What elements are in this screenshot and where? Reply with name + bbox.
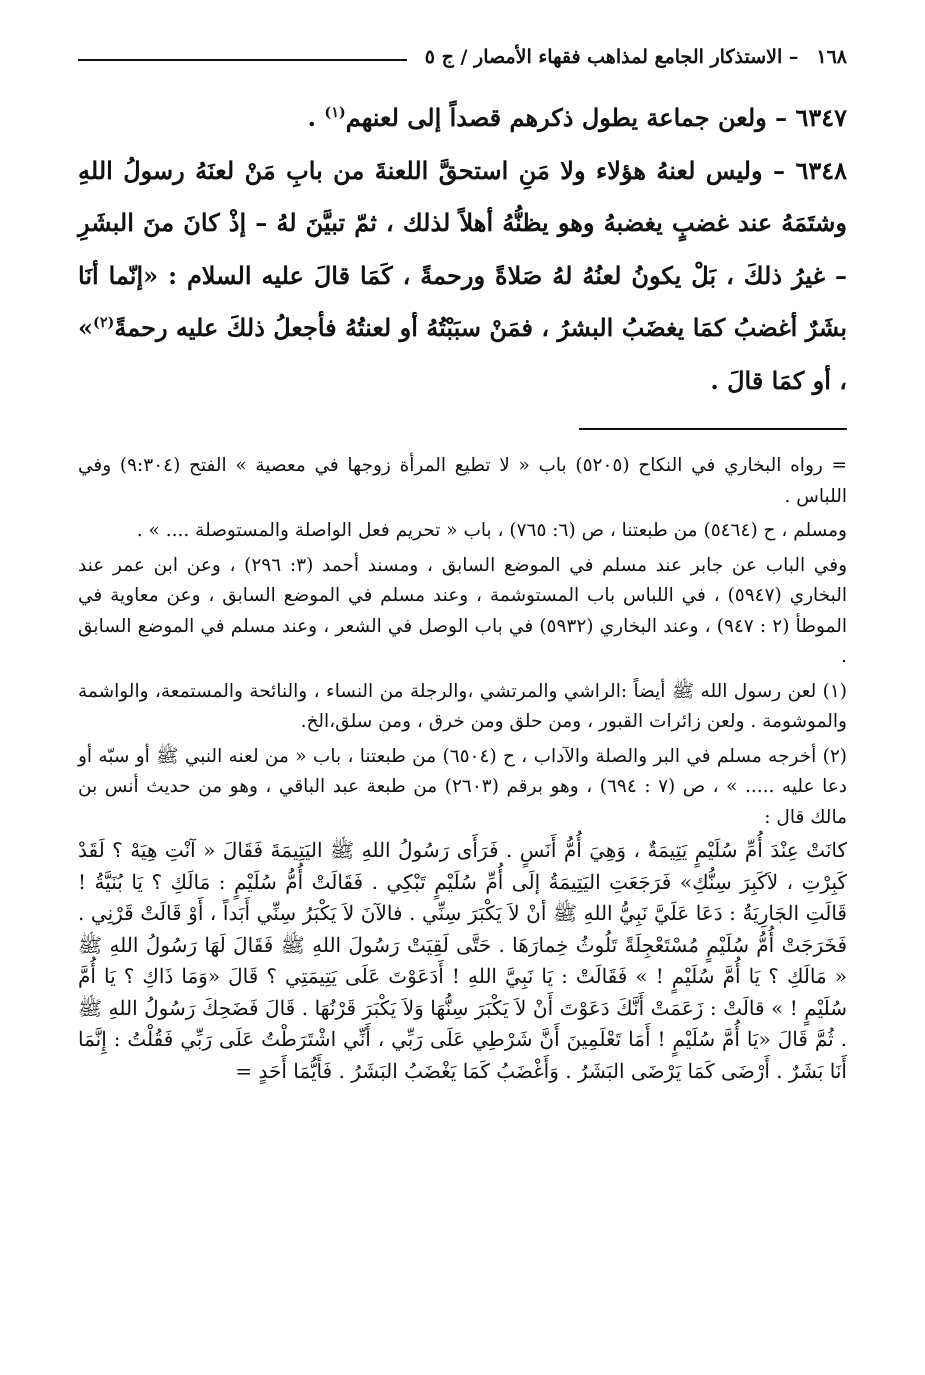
main-text [78,92,847,407]
footnote-separator [579,428,847,430]
footnote-1: (١) لعن رسول الله ﷺ أيضاً :الراشي والمرتشي ،والرجلة من النساء ، والنائحة والمستمعة، والواشمة والموشومة . ولعن زائرات القبور ، ومن حلق ومن خرق ، ومن سلق،الخ. [78,680,847,732]
paragraph-tail: » ، أو كمَا قالَ . [78,313,847,395]
page-number: ١٦٨ [816,46,847,68]
footnote-continuation: وفي الباب عن جابر عند مسلم في الموضع السابق ، ومسند أحمد (٣: ٢٩٦) ، وعن ابن عمر عند البخاري (٥٩٤٧) ، في اللباس باب المستوشمة ، وعند مسلم في الموضع السابق ، وعن معاوية في الموطأ (٢ : ٩٤٧) ، وعند البخاري (٥٩٣٢) في باب الوصل في الشعر ، وعند مسلم في الموضع السابق . [78,554,847,667]
footnote-continuation: = رواه البخاري في النكاح (٥٢٠٥) باب « لا تطيع المرأة زوجها في معصية » الفتح (٩:٣٠٤) وفي اللباس . [78,455,848,507]
running-title: – الاستذكار الجامع لمذاهب فقهاء الأمصار / ج ٥ [424,46,799,68]
page-header [78,46,847,68]
footnote-2-hadith: كانَتْ عِنْدَ أُمِّ سُلَيْمٍ يَتِيمَةٌ ، وَهِيَ أُمُّ أَنَسٍ . فَرَأَى رَسُولُ اللهِ ﷺ اليَتِيمَةَ فَقَالَ « آنْتِ هِيَهْ ؟ لَقَدْ كَبِرْتِ ، لاَكَبِرَ سِنُّكِ» فَرَجَعَتِ اليَتِيمَةُ إلَى أُمِّ سُلَيْمٍ تَبْكِي . فَقَالَتْ أُمُّ سُلَيْمٍ : مَالَكِ ؟ يَا بُنَيَّةُ ! قَالَتِ الجَارِيَةُ : دَعَا عَلَيَّ نَبِيُّ اللهِ ﷺ أنْ لاَ يَكْبَرَ سِنِّي . فالآنَ لاَ يَكْبَرُ سِنِّي أَبَداً ، أَوْ قَالَتْ قَرْنِي . فَخَرَجَتْ أُمُّ سُلَيْمٍ مُسْتَعْجِلَةً تَلُوثُ خِمارَهَا . حَتَّى لَقِيَتْ رَسُولَ اللهِ ﷺ فَقَالَ لَهَا رَسُولُ اللهِ ﷺ « مَالَكِ ؟ يَا أُمَّ سُلَيْمٍ ! » فَقَالَتْ : يَا نَبِيَّ اللهِ ! أَدَعَوْتَ عَلَى يَتِيمَتِي ؟ قَالَ «وَمَا ذَاكِ ؟ يَا أُمَّ سُلَيْمٍ ! » قالَتْ : زَعَمَتْ أَنَّكَ دَعَوْتَ أَنْ لاَ يَكْبَرَ سِنُّهَا وَلاَ يَكْبَرَ قَرْنُهَا . قَالَ فَضَحِكَ رَسُولُ اللهِ ﷺ . ثُمَّ قَالَ «يَا أُمَّ سُلَيْمٍ ! أَمَا تَعْلَمِينَ أَنَّ شَرْطِي عَلَى رَبِّي ، أَنِّي اشْتَرَطْتُ عَلَى رَبِّي فَقُلْتُ : إِنَّمَا أَنَا بَشَرٌ . أَرْضَى كَمَا يَرْضَى البَشَرُ . وَأَغْضَبُ كَمَا يَغْضَبُ البَشَرُ . فَأَيُّمَا أَحَدٍ = [78,838,848,1083]
paragraph-6347 [78,92,847,145]
header-rule [78,59,407,61]
footnote-2: (٢) أخرجه مسلم في البر والصلة والآداب ، ح (٦٥٠٤) من طبعتنا ، باب « من لعنه النبي ﷺ أو سبّه أو دعا عليه ..... » ، ص (٧ : ٦٩٤) ، وهو برقم (٢٦٠٣) من طبعة عبد الباقي ، وهو من حديث أنس بن مالك قال : [78,745,848,828]
footnote-ref-1[interactable]: (١) [324,104,346,121]
paragraph-6348 [78,145,847,408]
paragraph-tail: . [307,103,325,132]
paragraph-text: ٦٣٤٨ – وليس لعنهُ هؤلاء ولا مَنِ استحقَّ اللعنةَ من بابِ مَنْ لعنَهُ رسولُ اللهِ وشتَمَهُ عند غضبٍ يغضبهُ وهو يظنُّهُ أهلاً لذلك ، ثمّ تبيَّنَ لهُ – إذْ كانَ منَ البشَرِ – غيرُ ذلكَ ، بَلْ يكونُ لعنُهُ لهُ صَلاةً ورحمةً ، كَمَا قالَ عليه السلام : «إنّما أنَا بشَرٌ أغضبُ كمَا يغضَبُ البشرُ ، فمَنْ سبَبْتُهُ أو لعنتُهُ فأجعلُ ذلكَ عليه رحمةً [78,155,848,342]
footnote-continuation: ومسلم ، ح (٥٤٦٤) من طبعتنا ، ص (٦: ٧٦٥) ، باب « تحريم فعل الواصلة والمستوصلة .... » . [136,520,847,541]
footnotes [78,451,847,1091]
paragraph-text: ٦٣٤٧ – ولعن جماعة يطول ذكرهم قصداً إلى لعنهم [345,103,847,132]
footnote-ref-2[interactable]: (٢) [93,314,115,331]
